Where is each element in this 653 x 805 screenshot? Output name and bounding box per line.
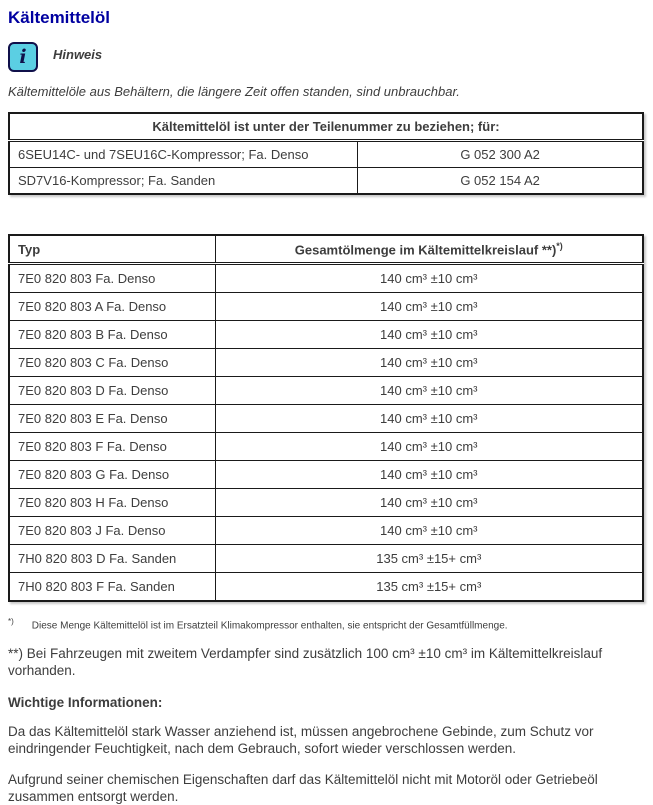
quantity-cell: 140 cm³ ±10 cm³	[215, 349, 643, 377]
footnote-star	[8, 617, 645, 631]
typ-cell: 7E0 820 803 H Fa. Denso	[9, 489, 215, 517]
table-row	[9, 489, 643, 517]
quantity-cell: 140 cm³ ±10 cm³	[215, 517, 643, 545]
quantity-cell: 140 cm³ ±10 cm³	[215, 264, 643, 293]
footnote-text: Diese Menge Kältemittelöl ist im Ersatzteil Klimakompressor enthalten, sie entspricht der Gesamtfüllmenge.	[31, 620, 508, 632]
part-number-cell: G 052 300 A2	[358, 141, 643, 168]
table-row	[9, 517, 643, 545]
quantity-cell: 140 cm³ ±10 cm³	[215, 293, 643, 321]
info-icon	[8, 42, 38, 72]
table-row	[9, 545, 643, 573]
important-info-heading: Wichtige Informationen:	[8, 695, 163, 711]
table-row	[9, 405, 643, 433]
info-icon-glyph: i	[19, 46, 27, 68]
quantity-cell: 140 cm³ ±10 cm³	[215, 489, 643, 517]
compressor-cell: SD7V16-Kompressor; Fa. Sanden	[9, 168, 358, 195]
table-row	[9, 573, 643, 602]
notice-label: Hinweis	[53, 47, 103, 62]
table-row	[9, 264, 643, 293]
quantity-cell: 140 cm³ ±10 cm³	[215, 405, 643, 433]
typ-cell: 7E0 820 803 E Fa. Denso	[9, 405, 215, 433]
part-number-table	[8, 112, 644, 195]
table-row	[9, 461, 643, 489]
quantity-cell: 140 cm³ ±10 cm³	[215, 461, 643, 489]
important-info-paragraph: Aufgrund seiner chemischen Eigenschaften darf das Kältemittelöl nicht mit Motoröl oder Getriebeöl zusammen entsorgt werden.	[8, 771, 598, 804]
table-row	[9, 141, 643, 168]
typ-cell: 7E0 820 803 Fa. Denso	[9, 264, 215, 293]
notice-text: Kältemittelöle aus Behältern, die längere Zeit offen standen, sind unbrauchbar.	[8, 84, 460, 99]
footnote-double-star: **) Bei Fahrzeugen mit zweitem Verdampfer sind zusätzlich 100 cm³ ±10 cm³ im Kältemittelkreislauf vorhanden.	[8, 645, 603, 678]
table-row	[9, 168, 643, 195]
page-title: Kältemittelöl	[8, 8, 111, 27]
quantity-cell: 135 cm³ ±15+ cm³	[215, 573, 643, 602]
table-header-row	[9, 235, 643, 264]
typ-cell: 7E0 820 803 D Fa. Denso	[9, 377, 215, 405]
quantity-cell: 140 cm³ ±10 cm³	[215, 433, 643, 461]
typ-cell: 7H0 820 803 D Fa. Sanden	[9, 545, 215, 573]
quantity-header-text: Gesamtölmenge im Kältemittelkreislauf **)	[294, 242, 557, 258]
typ-cell: 7E0 820 803 C Fa. Denso	[9, 349, 215, 377]
quantity-cell: 140 cm³ ±10 cm³	[215, 321, 643, 349]
typ-cell: 7E0 820 803 F Fa. Denso	[9, 433, 215, 461]
typ-cell: 7E0 820 803 A Fa. Denso	[9, 293, 215, 321]
table-row	[9, 293, 643, 321]
table-row	[9, 433, 643, 461]
quantity-header-footnote-marker: *)	[556, 241, 563, 251]
typ-cell: 7E0 820 803 G Fa. Denso	[9, 461, 215, 489]
part-number-cell: G 052 154 A2	[358, 168, 643, 195]
part-table-header: Kältemittelöl ist unter der Teilenummer zu beziehen; für:	[9, 113, 643, 141]
typ-column-header: Typ	[9, 235, 215, 264]
oil-quantity-table	[8, 234, 644, 602]
important-info-paragraph: Da das Kältemittelöl stark Wasser anziehend ist, müssen angebrochene Gebinde, zum Schutz vor eindringender Feuchtigkeit, nach dem Gebrauch, sofort wieder verschlossen werden.	[8, 724, 594, 757]
table-row	[9, 377, 643, 405]
table-row	[9, 321, 643, 349]
quantity-cell: 140 cm³ ±10 cm³	[215, 377, 643, 405]
typ-cell: 7E0 820 803 J Fa. Denso	[9, 517, 215, 545]
quantity-column-header	[215, 235, 643, 264]
footnote-marker: *)	[8, 617, 14, 627]
typ-cell: 7E0 820 803 B Fa. Denso	[9, 321, 215, 349]
typ-cell: 7H0 820 803 F Fa. Sanden	[9, 573, 215, 602]
compressor-cell: 6SEU14C- und 7SEU16C-Kompressor; Fa. Denso	[9, 141, 358, 168]
table-row	[9, 349, 643, 377]
quantity-cell: 135 cm³ ±15+ cm³	[215, 545, 643, 573]
notice-row	[8, 42, 645, 72]
table-header-row	[9, 113, 643, 141]
